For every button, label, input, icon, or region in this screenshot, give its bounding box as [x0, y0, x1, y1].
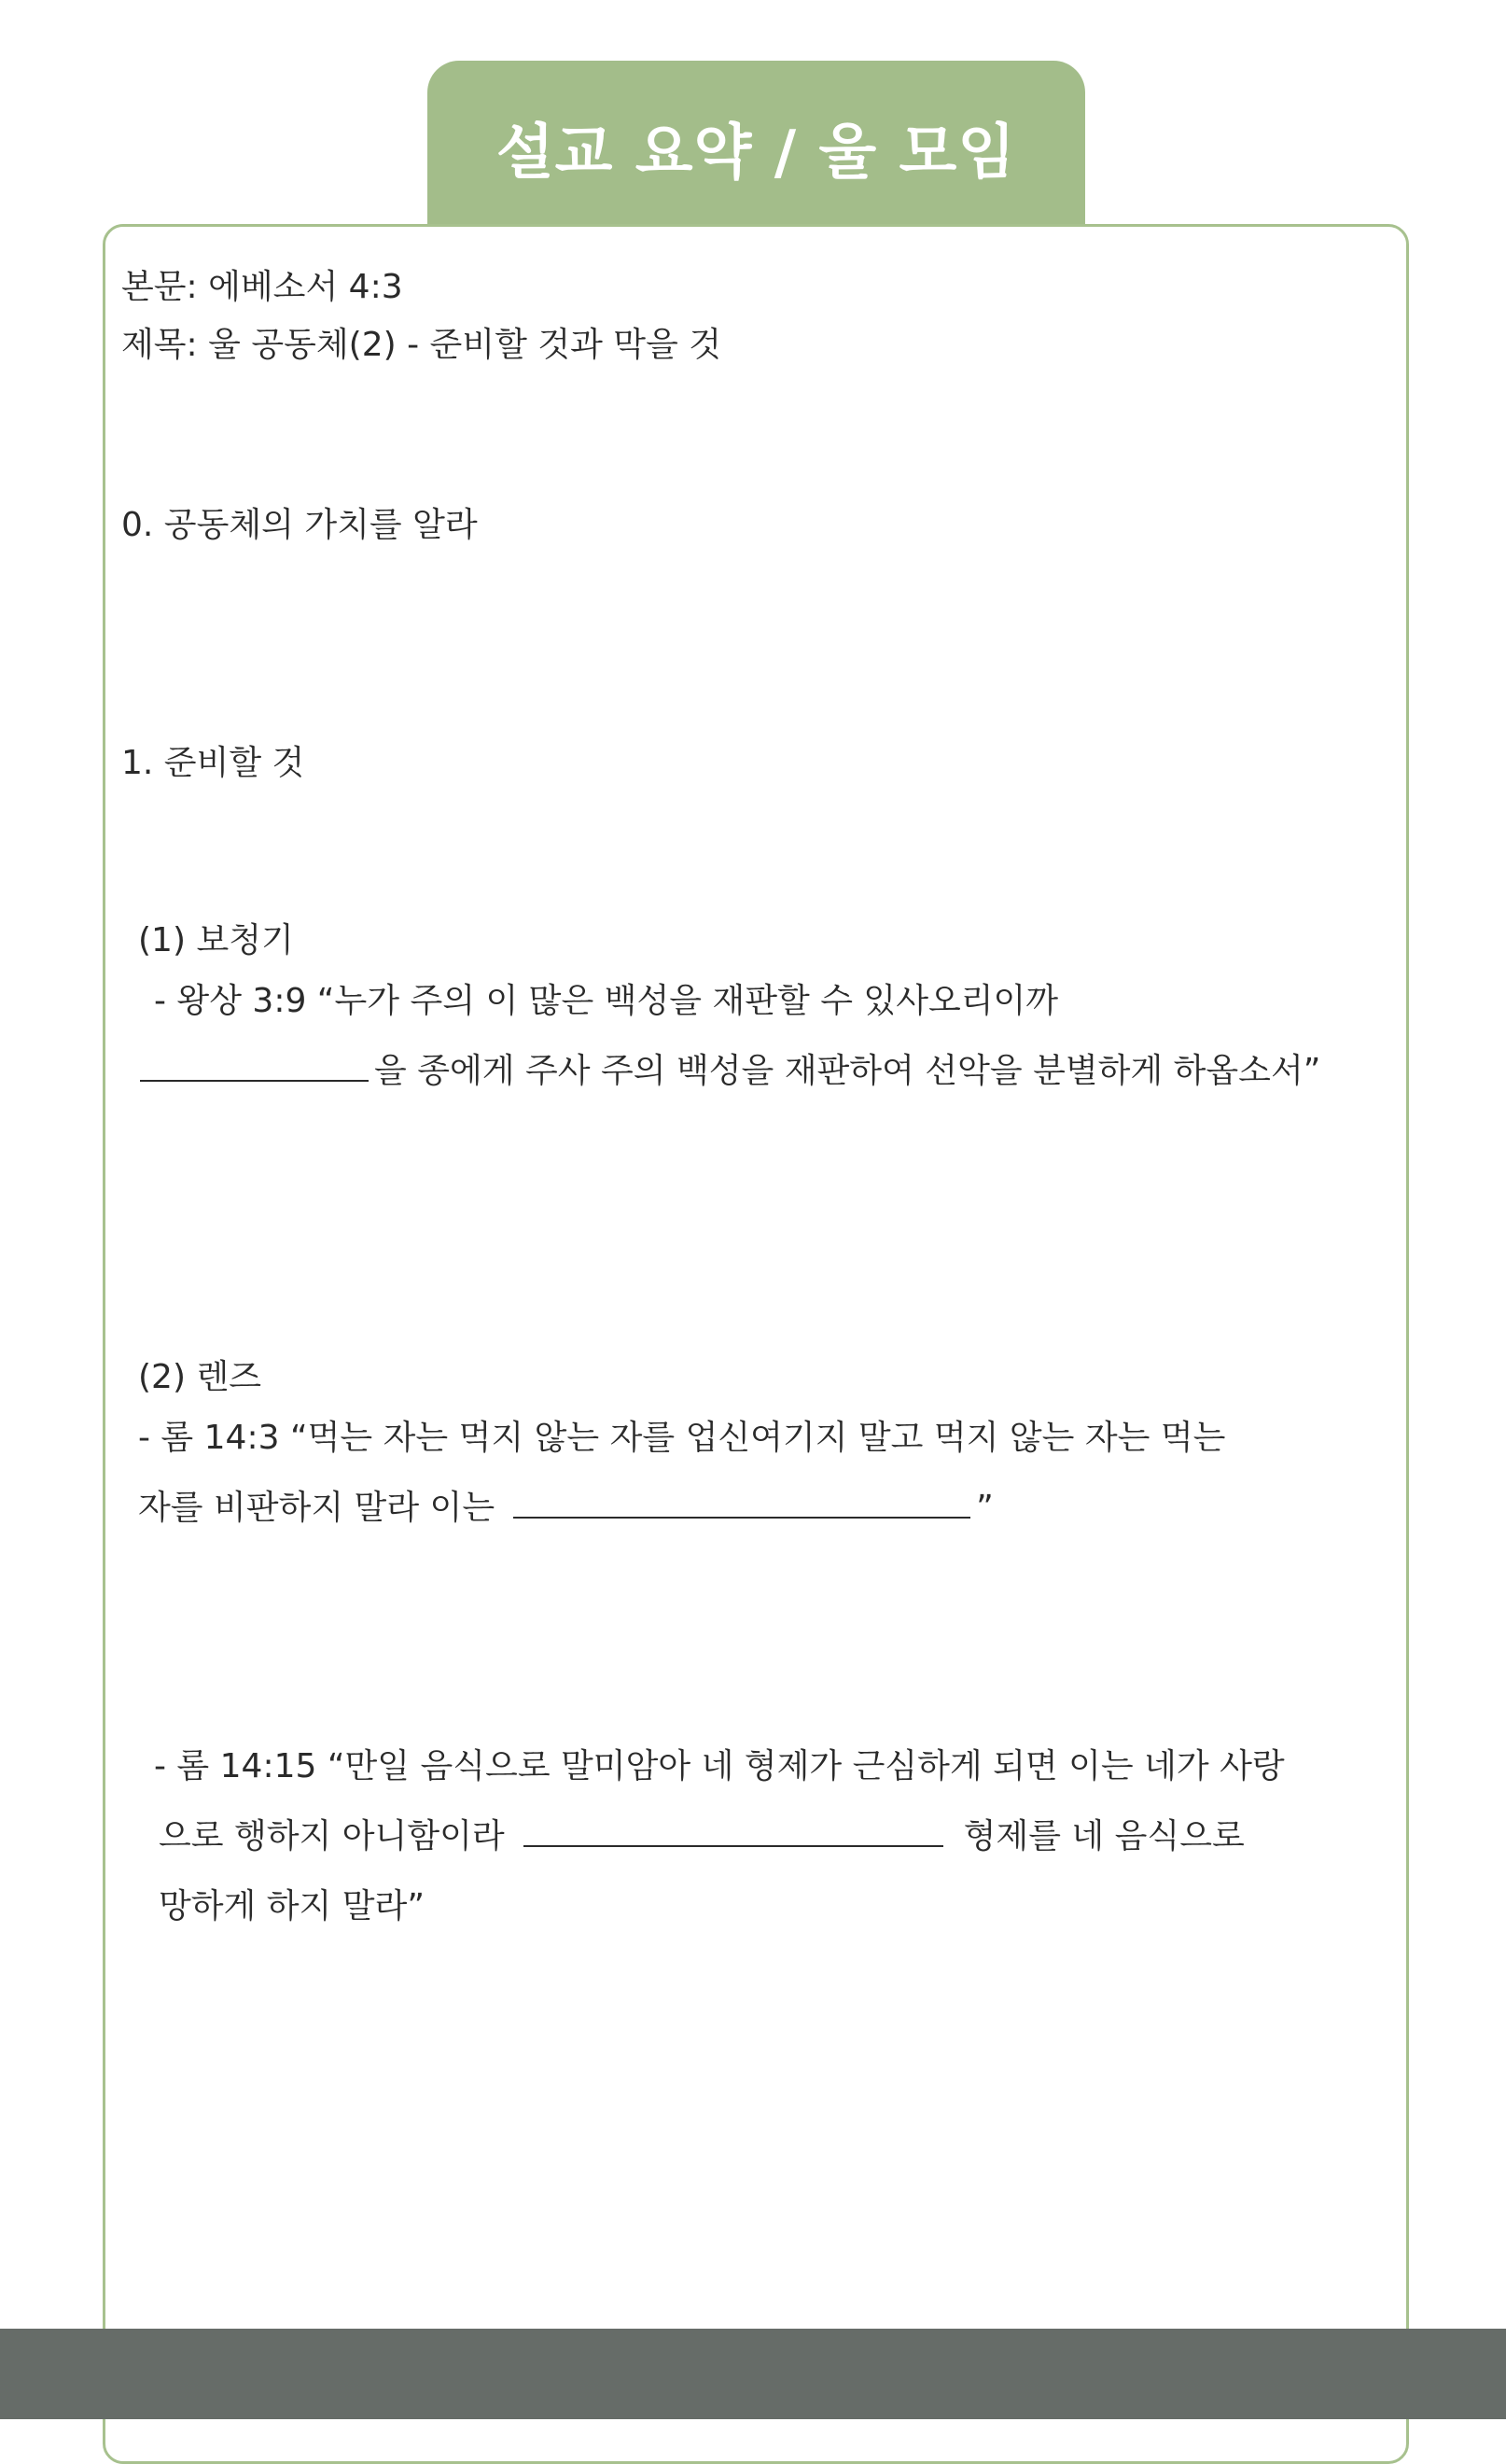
- lens-verse2-line2-text: 으로 행하지 아니함이라: [159, 1817, 505, 1855]
- passage-line: 본문: 에베소서 4:3: [121, 268, 403, 306]
- fill-in-blank: [513, 1513, 970, 1519]
- lens-verse1-line1: - 롬 14:3 “먹는 자는 먹지 않는 자를 업신여기지 말고 먹지 않는 자는 먹는: [138, 1419, 1226, 1457]
- content-box: [103, 224, 1409, 2464]
- fill-in-blank: [140, 1076, 369, 1082]
- hearing-aid-verse-line2-text: 을 종에게 주사 주의 백성을 재판하여 선악을 분별하게 하옵소서”: [374, 1052, 1321, 1090]
- lens-verse1-line2-text: 자를 비판하지 말라 이는: [138, 1489, 495, 1527]
- hearing-aid-heading: (1) 보청기: [138, 921, 294, 959]
- section-0-heading: 0. 공동체의 가치를 알라: [121, 506, 478, 544]
- lens-verse2-line1: - 롬 14:15 “만일 음식으로 말미암아 네 형제가 근심하게 되면 이는 네가 사랑: [154, 1747, 1285, 1785]
- section-1-heading: 1. 준비할 것: [121, 744, 305, 782]
- lens-verse2-line2: [159, 1817, 1245, 1855]
- lens-verse2-line3: 망하게 하지 말라”: [159, 1887, 425, 1925]
- lens-verse1-close-quote: ”: [976, 1489, 994, 1527]
- hearing-aid-verse-line1: - 왕상 3:9 “누가 주의 이 많은 백성을 재판할 수 있사오리이까: [154, 982, 1059, 1020]
- fill-in-blank: [523, 1841, 943, 1847]
- lens-verse1-line2: [138, 1491, 994, 1525]
- page-title: 설교 요약 / 울 모임: [495, 119, 1017, 188]
- hearing-aid-verse-line2: [140, 1052, 1321, 1090]
- lens-heading: (2) 렌즈: [138, 1358, 261, 1396]
- subject-line: 제목: 울 공동체(2) - 준비할 것과 막을 것: [121, 326, 722, 364]
- footer-band: [0, 2329, 1506, 2419]
- lens-verse2-line2-tail: 형제를 네 음식으로: [963, 1817, 1245, 1855]
